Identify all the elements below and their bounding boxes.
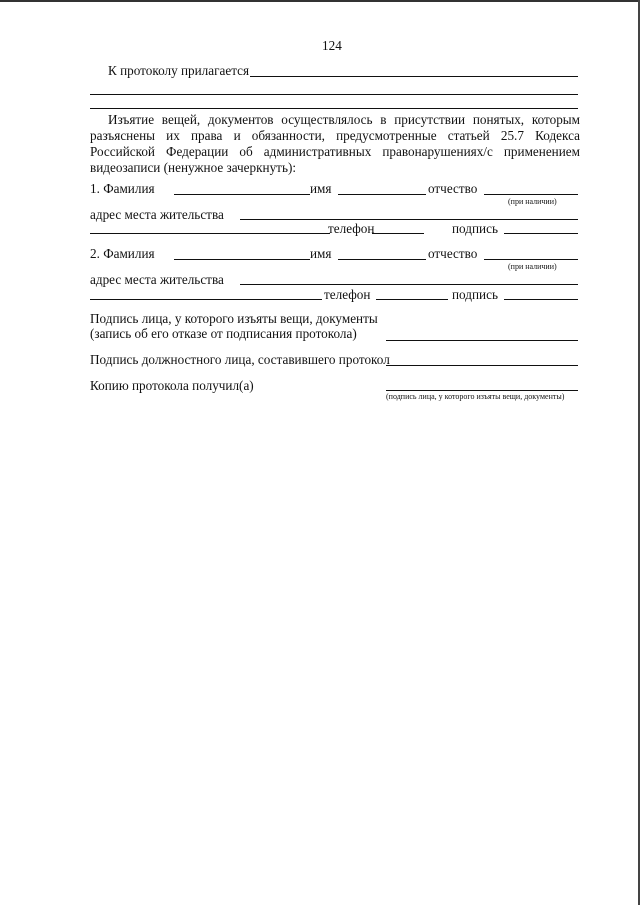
witness1-phone-field[interactable] bbox=[372, 233, 424, 234]
seizure-paragraph: Изъятие вещей, документов осуществлялось в присутствии понятых, которым разъяснены их права и обязанности, предусмотренные статьей 25.7 Кодекса Российской Федерации об административных правонарушениях/с применением видеозаписи (ненужное зачеркнуть): bbox=[90, 112, 580, 175]
attached-line-3[interactable] bbox=[90, 108, 578, 109]
witness1-signature-label: подпись bbox=[452, 221, 498, 236]
witness1-address-field-2[interactable] bbox=[90, 233, 330, 234]
witness2-address-field[interactable] bbox=[240, 284, 578, 285]
witness2-name-field[interactable] bbox=[338, 259, 426, 260]
witness1-surname-field[interactable] bbox=[174, 194, 310, 195]
witness2-address-label: адрес места жительства bbox=[90, 272, 224, 287]
witness2-patronymic-label: отчество bbox=[428, 246, 478, 261]
copy-received-label: Копию протокола получил(а) bbox=[90, 378, 254, 393]
witness2-surname-field[interactable] bbox=[174, 259, 310, 260]
attached-label: К протоколу прилагается bbox=[108, 63, 250, 78]
official-signature-label: Подпись должностного лица, составившего протокол bbox=[90, 352, 390, 367]
witness2-surname-label: 2. Фамилия bbox=[90, 246, 155, 261]
witness1-if-any-caption: (при наличии) bbox=[508, 197, 557, 206]
copy-received-signature-field[interactable] bbox=[386, 390, 578, 391]
witness1-address-label: адрес места жительства bbox=[90, 207, 224, 222]
witness1-phone-label: телефон bbox=[328, 221, 375, 236]
scan-edge-top bbox=[0, 0, 640, 2]
person-signature-label: Подпись лица, у которого изъяты вещи, документы bbox=[90, 311, 378, 326]
page-number: 124 bbox=[322, 38, 342, 53]
witness2-address-field-2[interactable] bbox=[90, 299, 322, 300]
witness1-name-field[interactable] bbox=[338, 194, 426, 195]
witness2-patronymic-field[interactable] bbox=[484, 259, 578, 260]
witness1-patronymic-label: отчество bbox=[428, 181, 478, 196]
person-signature-field[interactable] bbox=[386, 340, 578, 341]
attached-line-2[interactable] bbox=[90, 94, 578, 95]
witness1-name-label: имя bbox=[310, 181, 332, 196]
copy-received-caption: (подпись лица, у которого изъяты вещи, документы) bbox=[386, 392, 565, 401]
witness2-phone-label: телефон bbox=[324, 287, 371, 302]
witness2-phone-field[interactable] bbox=[376, 299, 448, 300]
witness1-address-field[interactable] bbox=[240, 219, 578, 220]
witness1-surname-label: 1. Фамилия bbox=[90, 181, 155, 196]
witness2-signature-field[interactable] bbox=[504, 299, 578, 300]
official-signature-field[interactable] bbox=[386, 365, 578, 366]
witness2-if-any-caption: (при наличии) bbox=[508, 262, 557, 271]
person-refusal-label: (запись об его отказе от подписания протокола) bbox=[90, 326, 357, 341]
attached-line-1[interactable] bbox=[250, 76, 578, 77]
witness1-patronymic-field[interactable] bbox=[484, 194, 578, 195]
witness1-signature-field[interactable] bbox=[504, 233, 578, 234]
witness2-name-label: имя bbox=[310, 246, 332, 261]
witness2-signature-label: подпись bbox=[452, 287, 498, 302]
